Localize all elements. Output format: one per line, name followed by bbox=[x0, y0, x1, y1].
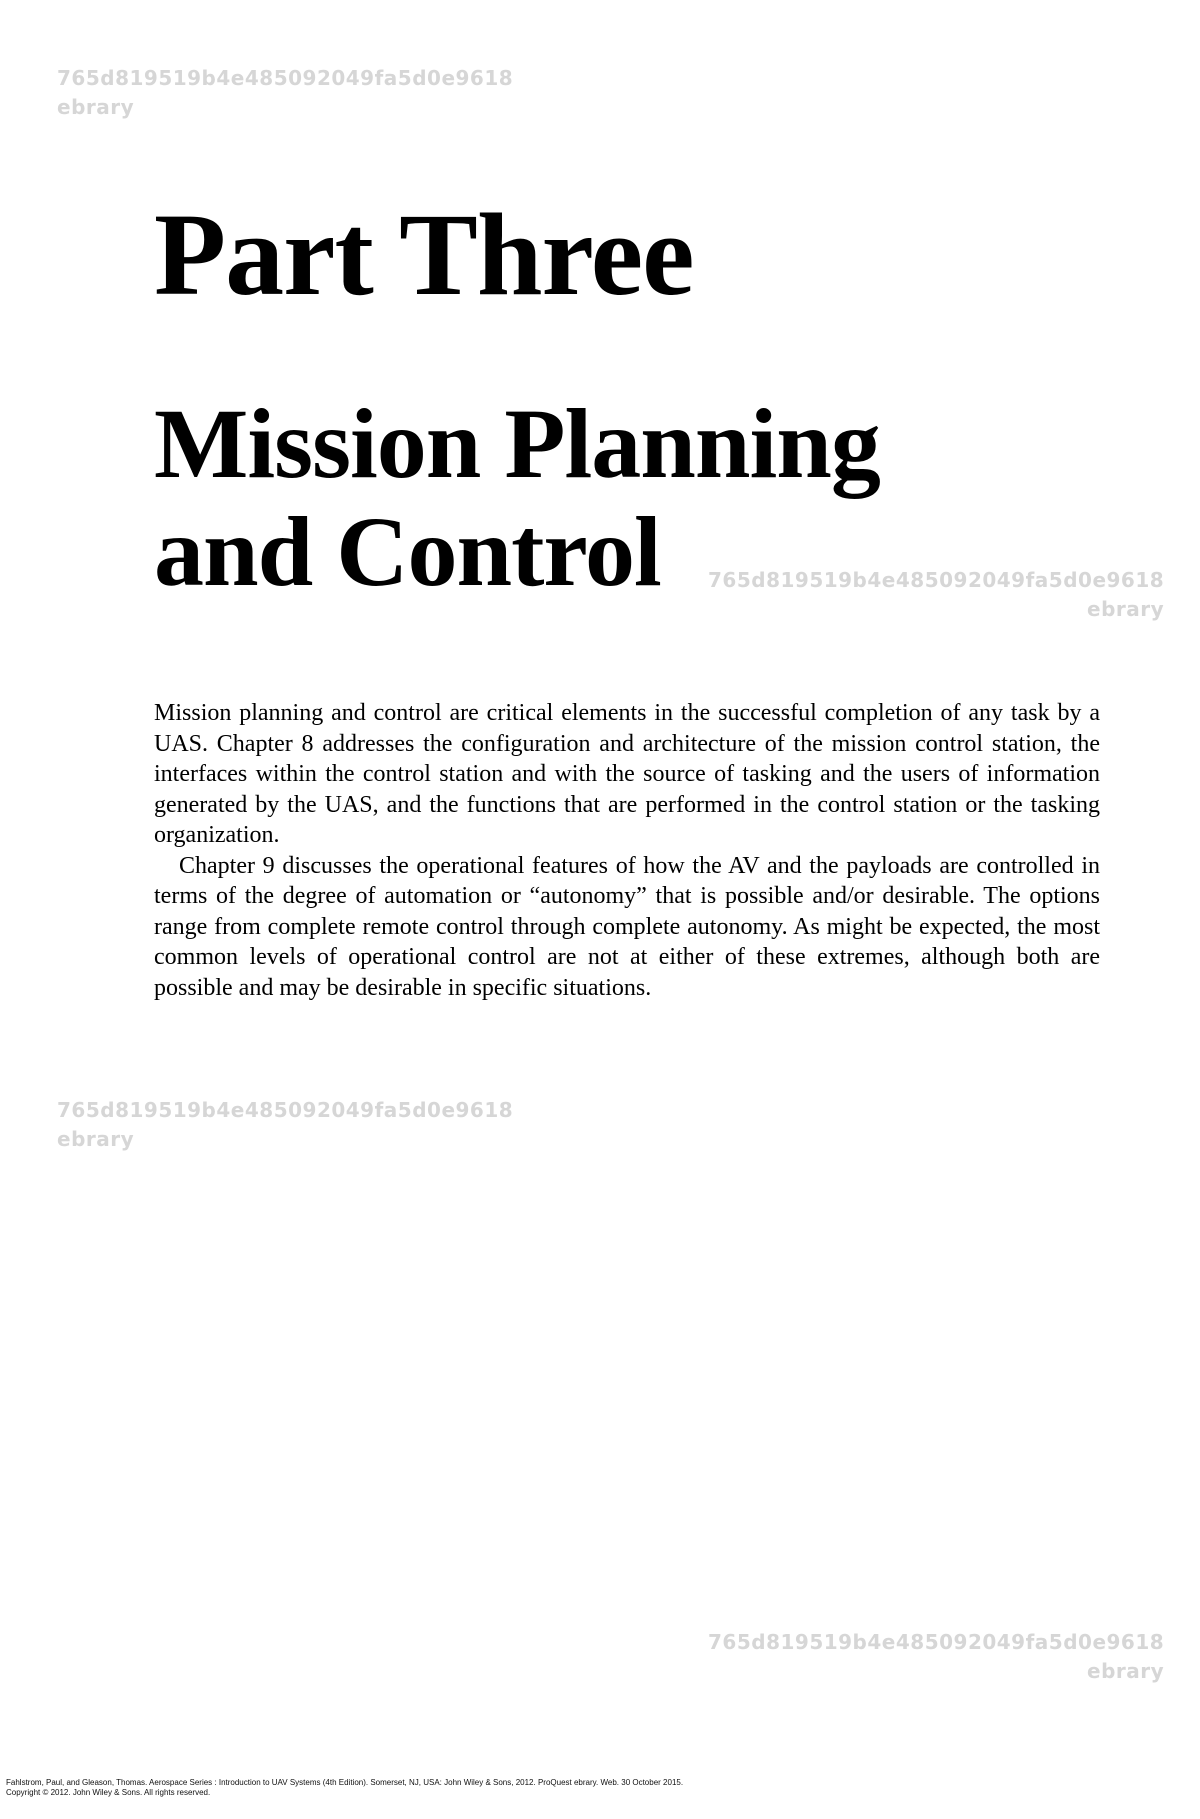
part-title-line-2: and Control bbox=[154, 496, 661, 607]
watermark-hash: 765d819519b4e485092049fa5d0e9618 bbox=[708, 568, 1165, 592]
intro-paragraph-1: Mission planning and control are critical elements in the successful completion of any task by a UAS. Chapter 8 addresses the configuration and architecture of the mission control station, the interfaces within the control station and with the source of tasking and the users of information generated by the UAS, and the functions that are performed in the control station or the tasking organization. bbox=[154, 700, 1100, 848]
footer-copyright: Copyright © 2012. John Wiley & Sons. All rights reserved. bbox=[6, 1788, 211, 1797]
watermark-hash: 765d819519b4e485092049fa5d0e9618 bbox=[708, 1630, 1165, 1654]
watermark-label: ebrary bbox=[57, 1127, 135, 1151]
part-title-heading bbox=[154, 390, 880, 606]
part-number-heading: Part Three bbox=[154, 189, 694, 320]
watermark-bottom-right bbox=[708, 1628, 1164, 1686]
part-introduction bbox=[154, 698, 1100, 1003]
watermark-hash: 765d819519b4e485092049fa5d0e9618 bbox=[57, 66, 514, 90]
footer-citation: Fahlstrom, Paul, and Gleason, Thomas. Aerospace Series : Introduction to UAV Systems (4th Edition). Somerset, NJ, USA: John Wiley & Sons, 2012. ProQuest ebrary. Web. 30 October 2015. bbox=[6, 1778, 684, 1787]
watermark-top-left bbox=[57, 64, 513, 122]
intro-paragraph-2: Chapter 9 discusses the operational features of how the AV and the payloads are controlled in terms of the degree of automation or “autonomy” that is possible and/or desirable. The options range from complete remote control through complete autonomy. As might be expected, the most common levels of operational control are not at either of these extremes, although both are possible and may be desirable in specific situations. bbox=[154, 852, 1100, 1001]
part-title-line-1: Mission Planning bbox=[154, 388, 880, 499]
watermark-label: ebrary bbox=[1087, 597, 1165, 621]
watermark-middle-left bbox=[57, 1096, 513, 1154]
watermark-hash: 765d819519b4e485092049fa5d0e9618 bbox=[57, 1098, 514, 1122]
watermark-label: ebrary bbox=[1087, 1659, 1165, 1683]
page-footer bbox=[6, 1778, 683, 1798]
watermark-label: ebrary bbox=[57, 95, 135, 119]
